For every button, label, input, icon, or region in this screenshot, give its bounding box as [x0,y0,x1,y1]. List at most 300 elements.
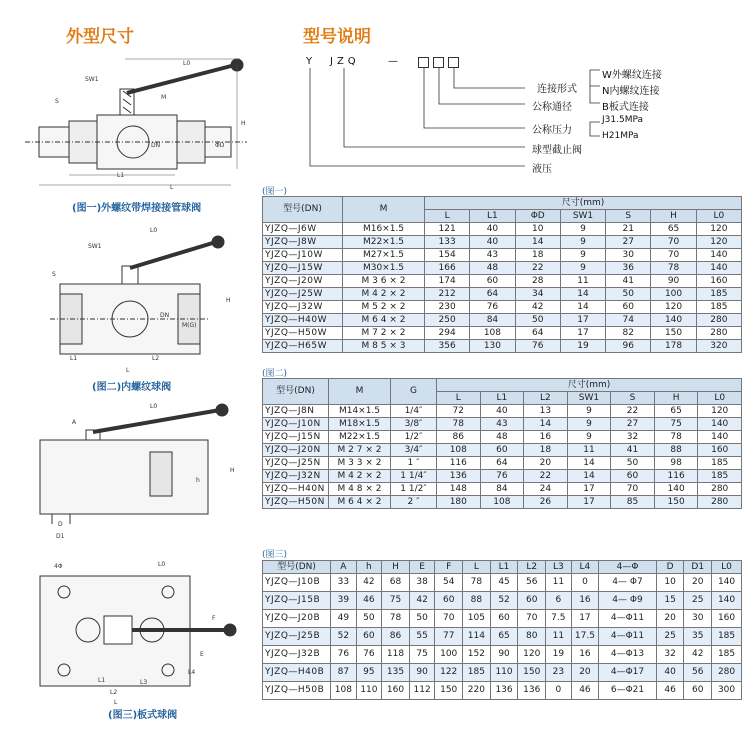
value-cell: M22×1.5 [329,431,391,444]
value-cell: M 6 4 × 2 [329,496,391,509]
table-row [263,418,742,431]
value-cell: 33 [331,574,357,592]
header-cell: M [343,197,425,223]
d4-label-l0: L0 [158,561,166,568]
value-cell: 17 [560,327,605,340]
value-cell: 65 [490,628,518,646]
d4-label-l1: L1 [98,677,106,684]
table-1 [262,196,742,353]
value-cell: 48 [470,262,515,275]
value-cell: 46 [356,592,382,610]
d2-label-mg: M(G) [182,322,197,329]
model-cell: YJZQ—J32W [263,301,343,314]
value-cell: 60 [606,301,651,314]
item-conn-opt-n: N内螺纹连接 [602,86,660,97]
value-cell: 105 [463,610,491,628]
value-cell: 50 [606,288,651,301]
d2-label-s: S [52,271,56,278]
value-cell: 185 [698,470,742,483]
model-cell: YJZQ—J6W [263,223,343,236]
value-cell: 160 [712,610,742,628]
value-cell: 76 [356,646,382,664]
value-cell: 23 [546,664,572,682]
d3-label-h: H [230,467,235,474]
value-cell: 98 [654,457,698,470]
value-cell: M 3 3 × 2 [329,457,391,470]
value-cell: 22 [524,470,568,483]
model-cell: YJZQ—J25B [263,628,331,646]
code-dash: — [388,56,398,67]
table-row [263,592,742,610]
item-ball-label: 球型截止阀 [532,145,582,156]
table-3-label: (图三) [262,550,288,560]
value-cell: 85 [611,496,655,509]
header-cell: 型号(DN) [263,379,329,405]
column-header: SW1 [560,210,605,223]
value-cell: 19 [546,646,572,664]
value-cell: 300 [712,682,742,700]
value-cell: 43 [470,249,515,262]
column-header: h [356,561,382,574]
model-cell: YJZQ—J8N [263,405,329,418]
value-cell: 118 [382,646,410,664]
d2-label-h: H [226,297,231,304]
value-cell: 148 [437,483,481,496]
value-cell: 86 [437,431,481,444]
d4-label-l2: L2 [110,689,118,696]
value-cell: 42 [684,646,712,664]
column-header: L4 [571,561,599,574]
value-cell: 25 [656,628,684,646]
item-conn-opt-b: B板式连接 [602,102,649,113]
value-cell: 14 [515,236,560,249]
column-header: L [437,392,481,405]
table-row [263,444,742,457]
dims-heading: 外型尺寸 [66,27,134,47]
value-cell: 110 [356,682,382,700]
value-cell: 20 [684,574,712,592]
table-header-row [263,197,742,210]
value-cell: 150 [518,664,546,682]
drawing-4 [28,556,248,706]
column-header: L [463,561,491,574]
value-cell: 17.5 [571,628,599,646]
value-cell: 100 [651,288,696,301]
value-cell: 4—Φ13 [599,646,656,664]
value-cell: 9 [560,223,605,236]
value-cell: 108 [470,327,515,340]
value-cell: 280 [698,483,742,496]
value-cell: 130 [470,340,515,353]
value-cell: 152 [463,646,491,664]
value-cell: 56 [518,574,546,592]
value-cell: 17 [571,610,599,628]
item-pressure-opt-j: J31.5MPa [602,115,643,125]
value-cell: 280 [712,664,742,682]
value-cell: 35 [684,628,712,646]
table-row [263,483,742,496]
value-cell: 4—Φ17 [599,664,656,682]
model-cell: YJZQ—H50W [263,327,343,340]
value-cell: 185 [696,288,741,301]
value-cell: 4—Φ11 [599,610,656,628]
table-row [263,340,742,353]
value-cell: 120 [696,223,741,236]
value-cell: M16×1.5 [343,223,425,236]
value-cell: 88 [463,592,491,610]
value-cell: 50 [356,610,382,628]
drawing-1 [25,55,250,195]
value-cell: 41 [606,275,651,288]
value-cell: 30 [606,249,651,262]
table-3 [262,560,742,700]
item-hydraulic-label: 液压 [532,164,552,175]
value-cell: 4— Φ7 [599,574,656,592]
model-cell: YJZQ—J32B [263,646,331,664]
d3-label-d: D [58,521,63,528]
value-cell: 70 [518,610,546,628]
value-cell: 27 [611,418,655,431]
value-cell: 136 [490,682,518,700]
column-header: 4—Φ [599,561,656,574]
value-cell: 135 [382,664,410,682]
model-cell: YJZQ—J32N [263,470,329,483]
d1-label-l0: L0 [183,60,191,67]
value-cell: 20 [524,457,568,470]
table-2-label: (图二) [262,369,288,379]
model-cell: YJZQ—J20N [263,444,329,457]
table-row [263,314,742,327]
value-cell: 160 [698,444,742,457]
value-cell: 140 [712,574,742,592]
value-cell: 2 ″ [391,496,437,509]
value-cell: 40 [470,223,515,236]
table-row [263,610,742,628]
column-header: F [435,561,463,574]
value-cell: M27×1.5 [343,249,425,262]
value-cell: 64 [480,457,524,470]
value-cell: 43 [480,418,524,431]
value-cell: 230 [425,301,470,314]
value-cell: M 3 6 × 2 [343,275,425,288]
value-cell: 1 1/4″ [391,470,437,483]
column-header: L1 [470,210,515,223]
table-row [263,301,742,314]
d1-label-h: H [241,120,246,127]
d4-caption: (图三)板式球阀 [108,710,178,721]
value-cell: 70 [651,236,696,249]
value-cell: 24 [524,483,568,496]
value-cell: 46 [571,682,599,700]
table-row [263,470,742,483]
column-header: L0 [696,210,741,223]
column-header: L1 [480,392,524,405]
value-cell: 78 [654,431,698,444]
value-cell: M 5 2 × 2 [343,301,425,314]
value-cell: 39 [331,592,357,610]
value-cell: M 4 2 × 2 [343,288,425,301]
value-cell: 4— Φ9 [599,592,656,610]
value-cell: 84 [480,483,524,496]
code-jzq: JZQ [330,56,360,67]
value-cell: 52 [331,628,357,646]
value-cell: 22 [515,262,560,275]
value-cell: 136 [518,682,546,700]
value-cell: 3/4″ [391,444,437,457]
value-cell: 90 [409,664,435,682]
value-cell: 48 [480,431,524,444]
value-cell: 250 [425,314,470,327]
value-cell: 19 [560,340,605,353]
value-cell: 15 [656,592,684,610]
value-cell: 120 [518,646,546,664]
value-cell: 65 [651,223,696,236]
value-cell: 72 [437,405,481,418]
value-cell: 17 [560,314,605,327]
model-cell: YJZQ—H40N [263,483,329,496]
value-cell: 50 [611,457,655,470]
value-cell: 17 [567,496,611,509]
value-cell: 78 [463,574,491,592]
value-cell: 11 [546,628,572,646]
value-cell: 120 [696,236,741,249]
column-header: SW1 [567,392,611,405]
table-row [263,496,742,509]
value-cell: 75 [409,646,435,664]
value-cell: 40 [470,236,515,249]
value-cell: M30×1.5 [343,262,425,275]
value-cell: 60 [470,275,515,288]
value-cell: 1 ″ [391,457,437,470]
d3-label-sh: h [196,477,200,484]
value-cell: 86 [382,628,410,646]
d4-label-l4: L4 [188,669,196,676]
value-cell: 9 [560,236,605,249]
value-cell: 60 [684,682,712,700]
value-cell: M 8 5 × 3 [343,340,425,353]
model-cell: YJZQ—J15N [263,431,329,444]
value-cell: 78 [651,262,696,275]
value-cell: 70 [435,610,463,628]
value-cell: 64 [515,327,560,340]
table-row [263,431,742,444]
header-cell: G [391,379,437,405]
value-cell: 9 [567,405,611,418]
drawing-2 [40,222,240,374]
column-header: D1 [684,561,712,574]
value-cell: 34 [515,288,560,301]
model-cell: YJZQ—H40W [263,314,343,327]
value-cell: 88 [654,444,698,457]
value-cell: 294 [425,327,470,340]
header-group-cell: 尺寸(mm) [437,379,742,392]
value-cell: 3/8″ [391,418,437,431]
column-header: H [651,210,696,223]
column-header: S [606,210,651,223]
d1-label-l: L [170,184,174,191]
d4-label-e: E [200,651,204,658]
column-header: L3 [546,561,572,574]
value-cell: 76 [470,301,515,314]
column-header: E [409,561,435,574]
value-cell: 65 [654,405,698,418]
value-cell: 140 [696,262,741,275]
value-cell: 108 [437,444,481,457]
value-cell: 7.5 [546,610,572,628]
value-cell: 356 [425,340,470,353]
d3-label-a: A [72,419,77,426]
value-cell: 60 [611,470,655,483]
table-row [263,664,742,682]
model-cell: YJZQ—H40B [263,664,331,682]
value-cell: 20 [656,610,684,628]
value-cell: 84 [470,314,515,327]
value-cell: 280 [696,314,741,327]
value-cell: 32 [656,646,684,664]
value-cell: 60 [356,628,382,646]
value-cell: 18 [515,249,560,262]
value-cell: 46 [656,682,684,700]
value-cell: 36 [606,262,651,275]
value-cell: 49 [331,610,357,628]
value-cell: 280 [696,327,741,340]
header-cell: 型号(DN) [263,197,343,223]
header-group-cell: 尺寸(mm) [425,197,742,210]
value-cell: 185 [712,628,742,646]
d2-label-l1: L1 [70,355,78,362]
value-cell: 60 [518,592,546,610]
value-cell: 50 [409,610,435,628]
d2-label-l0: L0 [150,227,158,234]
value-cell: 11 [560,275,605,288]
item-dn-label: 公称通径 [532,102,572,113]
value-cell: 140 [712,592,742,610]
value-cell: 140 [654,483,698,496]
model-cell: YJZQ—J25N [263,457,329,470]
value-cell: 76 [480,470,524,483]
value-cell: 14 [560,301,605,314]
value-cell: 185 [712,646,742,664]
value-cell: 60 [480,444,524,457]
value-cell: M22×1.5 [343,236,425,249]
value-cell: 140 [651,314,696,327]
value-cell: 14 [524,418,568,431]
value-cell: 11 [567,444,611,457]
value-cell: 42 [515,301,560,314]
d2-label-l: L [126,367,130,374]
d4-label-l3: L3 [140,679,148,686]
table-row [263,327,742,340]
value-cell: 150 [654,496,698,509]
model-cell: YJZQ—J15B [263,592,331,610]
table-row [263,574,742,592]
d1-label-l1: L1 [117,172,125,179]
value-cell: 13 [524,405,568,418]
table-row [263,223,742,236]
value-cell: 133 [425,236,470,249]
value-cell: 76 [331,646,357,664]
value-cell: 17 [567,483,611,496]
value-cell: 42 [409,592,435,610]
column-header: L0 [698,392,742,405]
value-cell: 178 [651,340,696,353]
value-cell: 110 [490,664,518,682]
table-row [263,646,742,664]
value-cell: 22 [611,405,655,418]
d1-label-s: S [55,98,59,105]
value-cell: 80 [518,628,546,646]
d2-caption: (图二)内螺纹球阀 [92,382,172,393]
value-cell: 150 [435,682,463,700]
value-cell: M18×1.5 [329,418,391,431]
value-cell: 140 [698,431,742,444]
value-cell: 70 [611,483,655,496]
value-cell: 42 [356,574,382,592]
model-cell: YJZQ—J20B [263,610,331,628]
value-cell: 16 [571,646,599,664]
value-cell: 1/2″ [391,431,437,444]
value-cell: 52 [490,592,518,610]
model-cell: YJZQ—H50B [263,682,331,700]
value-cell: 180 [437,496,481,509]
column-header: D [656,561,684,574]
model-cell: YJZQ—J10W [263,249,343,262]
d3-label-d1: D1 [56,533,65,540]
value-cell: 74 [606,314,651,327]
value-cell: 78 [382,610,410,628]
item-conn-opt-w: W外螺纹连接 [602,70,662,81]
value-cell: 6—Φ21 [599,682,656,700]
drawing-3 [30,400,240,542]
value-cell: 41 [611,444,655,457]
value-cell: 9 [560,262,605,275]
value-cell: 87 [331,664,357,682]
model-leader-lines [300,60,640,180]
value-cell: 25 [684,592,712,610]
value-cell: 160 [382,682,410,700]
value-cell: 4—Φ11 [599,628,656,646]
value-cell: 9 [567,431,611,444]
value-cell: 40 [656,664,684,682]
value-cell: M 2 7 × 2 [329,444,391,457]
table-row [263,249,742,262]
table-header-row [263,379,742,392]
value-cell: 220 [463,682,491,700]
column-header: ΦD [515,210,560,223]
value-cell: 14 [567,470,611,483]
d4-label-4phi: 4Φ [54,563,63,570]
item-pressure-opt-h: H21MPa [602,131,639,141]
table-row [263,275,742,288]
d1-caption: (图一)外螺纹带焊接接管球阀 [72,203,202,214]
value-cell: 122 [435,664,463,682]
value-cell: 185 [698,457,742,470]
value-cell: 112 [409,682,435,700]
value-cell: 60 [435,592,463,610]
value-cell: 10 [656,574,684,592]
value-cell: 1/4″ [391,405,437,418]
value-cell: 38 [409,574,435,592]
value-cell: 68 [382,574,410,592]
value-cell: 154 [425,249,470,262]
value-cell: 32 [611,431,655,444]
value-cell: 140 [698,418,742,431]
value-cell: 140 [696,249,741,262]
d3-label-l0: L0 [150,403,158,410]
d2-label-dn: DN [160,312,170,319]
value-cell: 10 [515,223,560,236]
value-cell: 77 [435,628,463,646]
